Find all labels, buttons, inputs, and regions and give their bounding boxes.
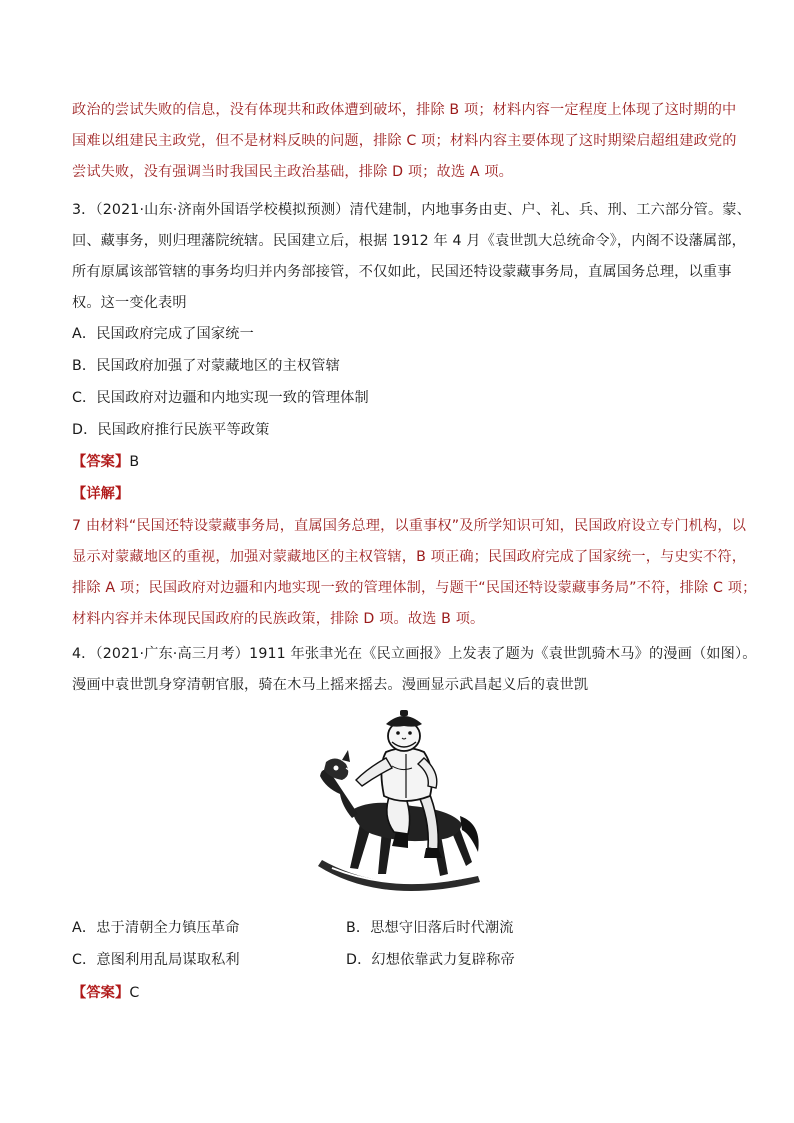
prev-explanation-line-3: 尝试失败，没有强调当时我国民主政治基础，排除 D 项；故选 A 项。 [72, 164, 514, 180]
q3-stem-line-1: 3．（2021·山东·济南外国语学校模拟预测）清代建制，内地事务由吏、户、礼、兵、刑、工六部分管。蒙、 [72, 202, 751, 218]
q3-stem-line-4: 权。这一变化表明 [72, 295, 187, 311]
q4-answer [72, 983, 139, 1003]
q3-answer-value: B [129, 454, 140, 470]
q4-stem-line-2: 漫画中袁世凯身穿清朝官服，骑在木马上摇来摇去。漫画显示武昌起义后的袁世凯 [72, 677, 589, 693]
q3-answer-label: 【答案】 [72, 454, 130, 470]
prev-explanation-line-1: 政治的尝试失败的信息，没有体现共和政体遭到破坏，排除 B 项；材料内容一定程度上体现了这时期的中 [72, 102, 737, 118]
q4-option-c: C．意图利用乱局谋取私利 [72, 952, 240, 968]
q4-answer-label: 【答案】 [72, 985, 130, 1001]
q3-detail [72, 484, 129, 504]
q4-option-a: A．忠于清朝全力镇压革命 [72, 920, 240, 936]
q3-option-d: D．民国政府推行民族平等政策 [72, 422, 270, 438]
q4-answer-value: C [129, 985, 140, 1001]
q3-explanation-line-1: 7 由材料“民国还特设蒙藏事务局，直属国务总理，以重事权”及所学知识可知，民国政府设立专门机构，以 [72, 518, 747, 534]
q3-detail-label: 【详解】 [72, 486, 130, 502]
q4-option-d: D．幻想依靠武力复辟称帝 [346, 952, 515, 968]
q3-explanation-line-2: 显示对蒙藏地区的重视，加强对蒙藏地区的主权管辖，B 项正确；民国政府完成了国家统一，与史实不符， [72, 549, 747, 565]
prev-explanation-line-2: 国难以组建民主政党，但不是材料反映的问题，排除 C 项；材料内容主要体现了这时期梁启超组建政党的 [72, 133, 737, 149]
q3-option-b: B．民国政府加强了对蒙藏地区的主权管辖 [72, 358, 340, 374]
q3-answer [72, 452, 139, 472]
q3-explanation-line-4: 材料内容并未体现民国政府的民族政策，排除 D 项。故选 B 项。 [72, 611, 485, 627]
q4-option-b: B．思想守旧落后时代潮流 [346, 920, 514, 936]
q3-option-a: A．民国政府完成了国家统一 [72, 326, 254, 342]
q4-stem-line-1: 4．（2021·广东·高三月考）1911 年张聿光在《民立画报》上发表了题为《袁世凯骑木马》的漫画（如图）。 [72, 646, 757, 662]
rocking-horse-cartoon [312, 706, 484, 906]
q3-explanation-line-3: 排除 A 项；民国政府对边疆和内地实现一致的管理体制，与题干“民国还特设蒙藏事务局”不符，排除 C 项； [72, 580, 757, 596]
q3-option-c: C．民国政府对边疆和内地实现一致的管理体制 [72, 390, 369, 406]
q3-stem-line-2: 回、藏事务，则归理藩院统辖。民国建立后，根据 1912 年 4 月《袁世凯大总统命令》，内阁不设藩属部， [72, 233, 746, 249]
q3-stem-line-3: 所有原属该部管辖的事务均归并内务部接管，不仅如此，民国还特设蒙藏事务局，直属国务总理，以重事 [72, 264, 732, 280]
